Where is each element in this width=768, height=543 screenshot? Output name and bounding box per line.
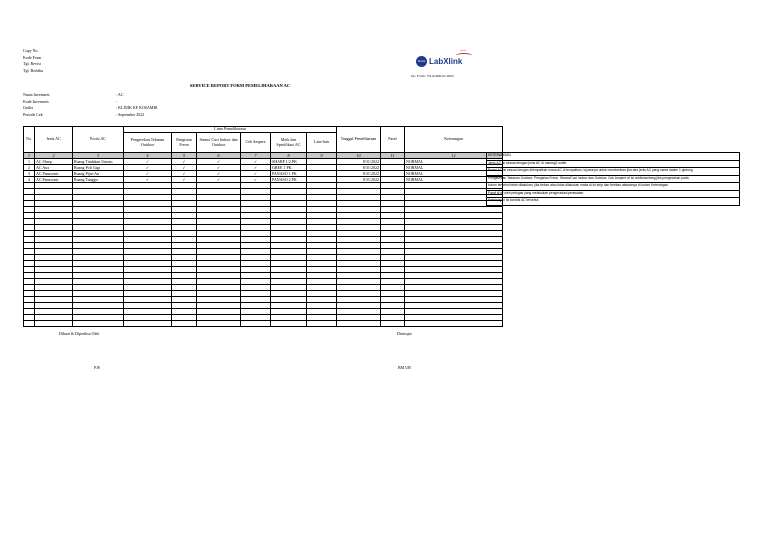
- page-title: SERVICE REPORT FORM PEMELIHARAAN AC: [189, 83, 291, 88]
- col-number: 8: [271, 153, 307, 159]
- header-tanggal: Tanggal Pemeliharaan: [337, 127, 381, 153]
- table-cell-tanggal: 8/31/2022: [337, 159, 381, 165]
- col-number: 9: [307, 153, 337, 159]
- table-cell-c3: ✓: [197, 177, 241, 183]
- header-keterangan: Keterangan: [405, 127, 503, 153]
- table-cell-ket: NORMAL: [405, 165, 503, 171]
- empty-cell: [124, 321, 172, 327]
- sign-left-name: PJS: [94, 365, 101, 370]
- header-posisi-ac: Posisi AC: [73, 127, 124, 153]
- empty-cell: [241, 321, 271, 327]
- maintenance-table: [23, 126, 503, 327]
- empty-cell: [197, 321, 241, 327]
- info-block: [23, 92, 157, 118]
- legend-heading: KETERANGAN: [487, 153, 740, 161]
- table-cell-c2: ✓: [172, 177, 197, 183]
- meta-copy-no: Copy No.: [23, 48, 39, 53]
- empty-cell: [405, 321, 503, 327]
- table-cell-merk: PANASO 2 PK: [271, 177, 307, 183]
- header-jenis-ac: Jenis AC: [35, 127, 73, 153]
- table-cell-c2: ✓: [172, 165, 197, 171]
- meta-tgl-berlaku: Tgl. Berlaku: [23, 67, 44, 73]
- header-steam: Steam/ Cuci Indoor dan Outdoor: [197, 133, 241, 153]
- table-cell-posisi: Ruang Poli Gigi: [73, 165, 124, 171]
- col-number: 1: [24, 153, 35, 159]
- table-cell-c4: ✓: [241, 171, 271, 177]
- header-no: No.: [24, 127, 35, 153]
- info-row: [23, 112, 157, 119]
- info-value: : KLINIK KF KOSAMBI: [116, 105, 158, 110]
- table-cell-ket: NORMAL: [405, 177, 503, 183]
- table-cell-c3: ✓: [197, 159, 241, 165]
- table-cell-tanggal: 8/31/2022: [337, 165, 381, 171]
- col-number: 12: [405, 153, 503, 159]
- meta-kode-form: Kode Form: [23, 54, 42, 60]
- empty-table-row: [24, 321, 503, 327]
- table-cell-no: 4: [24, 177, 35, 183]
- table-cell-c1: ✓: [124, 171, 172, 177]
- table-cell-c4: ✓: [241, 177, 271, 183]
- empty-cell: [172, 321, 197, 327]
- header-paraf: Paraf: [381, 127, 405, 153]
- col-number: 6: [197, 153, 241, 159]
- swoosh-icon: [456, 53, 472, 58]
- col-number: 2: [35, 153, 73, 159]
- table-cell-tanggal: 8/31/2022: [337, 171, 381, 177]
- table-cell-posisi: Ruang Pijat-Air: [73, 171, 124, 177]
- legend-line: Keterangan isi kondisi AC tersebut: [487, 198, 740, 206]
- brand-name: LabXlink: [429, 57, 463, 66]
- brand-tagline: apotek: [460, 50, 467, 52]
- info-value: : September 2022: [116, 111, 145, 117]
- empty-cell: [73, 321, 124, 327]
- info-key: Periode Cek: [23, 111, 43, 117]
- legend-line: Jenis AC isi sesuai dengan jenis AC di masing2 outlet: [487, 160, 740, 168]
- empty-cell: [337, 321, 381, 327]
- info-value: : AC: [116, 92, 124, 97]
- header-merk: Merk dan Spesifikasi AC: [271, 133, 307, 153]
- table-cell-ket: NORMAL: [405, 171, 503, 177]
- table-cell-merk: PANASO 1 PK: [271, 171, 307, 177]
- legend-line: Pengecekan Tekanan Outdoor, Pengisian Freon, Steam/Cuci Indoor dan Outdoor, Cek Ampere di isi ceklis/centang jika pengecekan pada: [487, 175, 740, 183]
- header-pengecekan: Pengecekan Tekanan Outdoor: [124, 133, 172, 153]
- info-key: Nama Inventaris: [23, 92, 50, 97]
- form-meta: [23, 48, 43, 74]
- table-cell-c1: ✓: [124, 159, 172, 165]
- table-cell-posisi: Ruang Tindakan Umum: [73, 159, 124, 165]
- col-number: 7: [241, 153, 271, 159]
- col-number: 5: [172, 153, 197, 159]
- info-value: :: [116, 98, 118, 104]
- table-cell-tanggal: 8/31/2022: [337, 177, 381, 183]
- table-cell-c1: ✓: [124, 177, 172, 183]
- table-cell-ket: NORMAL: [405, 159, 503, 165]
- table-cell-posisi: Ruang Tunggu: [73, 177, 124, 183]
- table-cell-c1: ✓: [124, 165, 172, 171]
- header-freon: Pengisian Freon: [172, 133, 197, 153]
- sign-right-label: Disetujui: [397, 331, 412, 336]
- col-number: 3: [73, 153, 124, 159]
- table-cell-jenis: AC Panasonic: [35, 177, 73, 183]
- empty-cell: [35, 321, 73, 327]
- col-number: 11: [381, 153, 405, 159]
- table-cell-c3: ✓: [197, 165, 241, 171]
- table-cell-jenis: AC Aux: [35, 165, 73, 171]
- header-lain: Lain-lain: [307, 133, 337, 153]
- table-cell-c4: ✓: [241, 165, 271, 171]
- table-cell-no: 1: [24, 159, 35, 165]
- info-key: Outlet: [23, 105, 33, 110]
- table-cell-merk: GREE 1 PK: [271, 165, 307, 171]
- sign-right-name: BM UB: [398, 365, 411, 370]
- table-cell-c4: ✓: [241, 159, 271, 165]
- legend-line: Paraf di isi oleh petugas yang melakukan pengecekan/perawatan: [487, 190, 740, 198]
- table-cell-c3: ✓: [197, 171, 241, 177]
- header-ampere: Cek Ampere: [241, 133, 271, 153]
- empty-cell: [271, 321, 307, 327]
- header-group: Lines Pemeliharaan: [124, 127, 337, 133]
- table-cell-c2: ✓: [172, 159, 197, 165]
- info-key: Kode Inventaris: [23, 98, 49, 104]
- table-cell-jenis: AC Sharp: [35, 159, 73, 165]
- table-cell-c2: ✓: [172, 171, 197, 177]
- brand-logo: [416, 50, 476, 72]
- empty-cell: [24, 321, 35, 327]
- legend-line: Posisi AC isi sesuai dengan ditempatkan mana AC di tempatkan, tujuannya untuk memberikan jika ada jenis AC yang sama dalam 1 gedung: [487, 168, 740, 176]
- col-number: 4: [124, 153, 172, 159]
- table-cell-no: 3: [24, 171, 35, 177]
- meta-tgl-revisi: Tgl. Revisi: [23, 61, 41, 66]
- table-cell-jenis: AC Panasonic: [35, 171, 73, 177]
- table-cell-merk: SHARP 1/2 PK: [271, 159, 307, 165]
- col-number: 10: [337, 153, 381, 159]
- legend-table: [486, 152, 740, 206]
- brand-mark-icon: kimia farma: [416, 56, 427, 67]
- empty-cell: [307, 321, 337, 327]
- table-cell-no: 2: [24, 165, 35, 171]
- empty-cell: [381, 321, 405, 327]
- doc-number: No. Form : F/LK/006-01/2005: [411, 74, 454, 78]
- legend-line: kolom tersebut telah dilakukan, jika belum atau tidak dilakukan maka di isi strip dan berikan alasannya di kolom Keterangan: [487, 183, 740, 191]
- sign-left-label: Dibuat & Diperiksa Oleh: [59, 331, 100, 336]
